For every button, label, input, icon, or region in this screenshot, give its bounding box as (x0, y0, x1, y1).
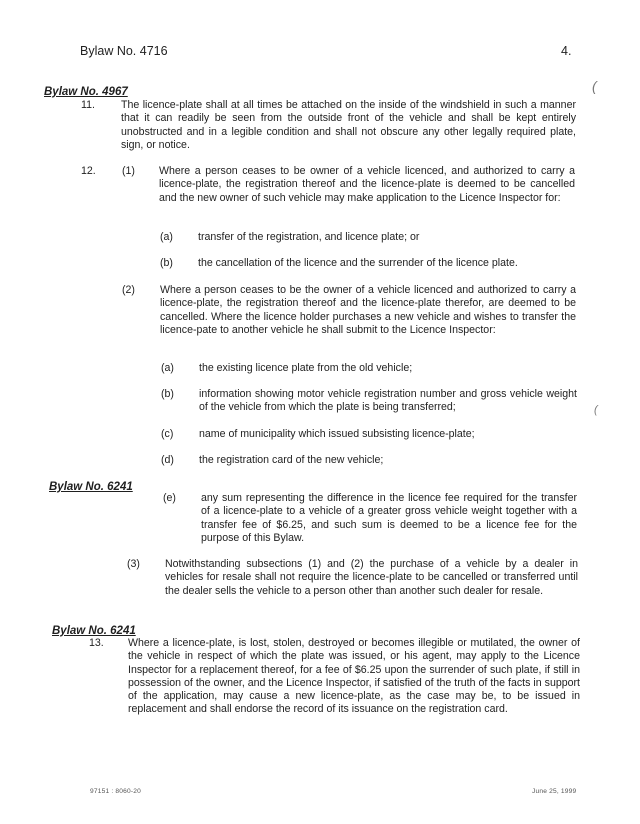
document-date: June 25, 1999 (532, 788, 577, 795)
section-11-number: 11. (81, 99, 95, 111)
subsection-1-text: Where a person ceases to be owner of a vehicle licenced, and authorized to carry a licence-plate, the registration thereof and the licence-plate is deemed to be cancelled and the new owner of such vehicle may make application to the Licence Inspector for: (159, 165, 575, 204)
clause-2d-text: the registration card of the new vehicle; (199, 454, 384, 466)
subsection-3-text: Notwithstanding subsections (1) and (2) the purchase of a vehicle by a dealer in vehicles for resale shall not require the licence-plate to be cancelled or transferred until the dealer sells the vehicle to a person other than another such dealer for resale. (165, 558, 578, 597)
margin-mark: ( (592, 78, 597, 94)
clause-2c-label: (c) (161, 428, 174, 440)
clause-2a-text: the existing licence plate from the old vehicle; (199, 362, 413, 374)
clause-2b-text: information showing motor vehicle registration number and gross vehicle weight of the vehicle from which the plate is being transferred; (199, 388, 577, 414)
subsection-2-text: Where a person ceases to be the owner of a vehicle licenced and authorized to carry a licence-plate, the registration thereof and the licence-plate therefor, are deemed to be cancelled. Where the licence holder purchases a new vehicle and wishes to transfer the licence-pate to another vehicle he shall submit to the Licence Inspector: (160, 284, 576, 336)
clause-2e-label: (e) (163, 492, 176, 504)
subsection-2-label: (2) (122, 284, 135, 296)
clause-1a-text: transfer of the registration, and licence plate; or (198, 231, 420, 243)
document-reference: 97151 : 8060-20 (90, 788, 142, 795)
margin-mark: ( (594, 404, 598, 416)
page-number: 4. (561, 44, 572, 58)
amendment-note-6241: Bylaw No. 6241 (52, 625, 136, 637)
section-12-number: 12. (81, 165, 96, 177)
subsection-3-label: (3) (127, 558, 140, 570)
amendment-note-4967: Bylaw No. 4967 (44, 86, 128, 98)
amendment-note-6241: Bylaw No. 6241 (49, 481, 133, 493)
clause-2e-text: any sum representing the difference in the licence fee required for the transfer of a licence-plate to a vehicle of a greater gross vehicle weight together with a transfer fee of $6.25, and such sum is deemed to be a licence fee for the purpose of this Bylaw. (201, 492, 577, 544)
section-13-number: 13. (89, 637, 104, 649)
clause-2b-label: (b) (161, 388, 174, 400)
clause-1b-text: the cancellation of the licence and the surrender of the licence plate. (198, 257, 518, 269)
clause-1a-label: (a) (160, 231, 173, 243)
clause-1b-label: (b) (160, 257, 173, 269)
subsection-1-label: (1) (122, 165, 135, 177)
section-11-text: The licence-plate shall at all times be attached on the inside of the windshield in such a manner that it can readily be seen from the outside front of the vehicle and shall be kept entirely unobstructed and in a legible condition and shall not obscure any other legally required plate, sign, or notice. (121, 99, 576, 151)
clause-2d-label: (d) (161, 454, 174, 466)
clause-2c-text: name of municipality which issued subsisting licence-plate; (199, 428, 475, 440)
section-13-text: Where a licence-plate, is lost, stolen, destroyed or becomes illegible or mutilated, the owner of the vehicle in respect of which the plate was issued, or his agent, may apply to the Licence Inspector for a replacement thereof, for a fee of $6.25 upon the surrender of such plate, if still in possession of the owner, and the Licence Inspector, if satisfied of the truth of the facts in support of the application, may cause a new licence-plate, as the case may be, to be issued in replacement and shall endorse the record of its issuance on the registration card. (128, 637, 580, 716)
clause-2a-label: (a) (161, 362, 174, 374)
bylaw-title: Bylaw No. 4716 (80, 44, 168, 58)
